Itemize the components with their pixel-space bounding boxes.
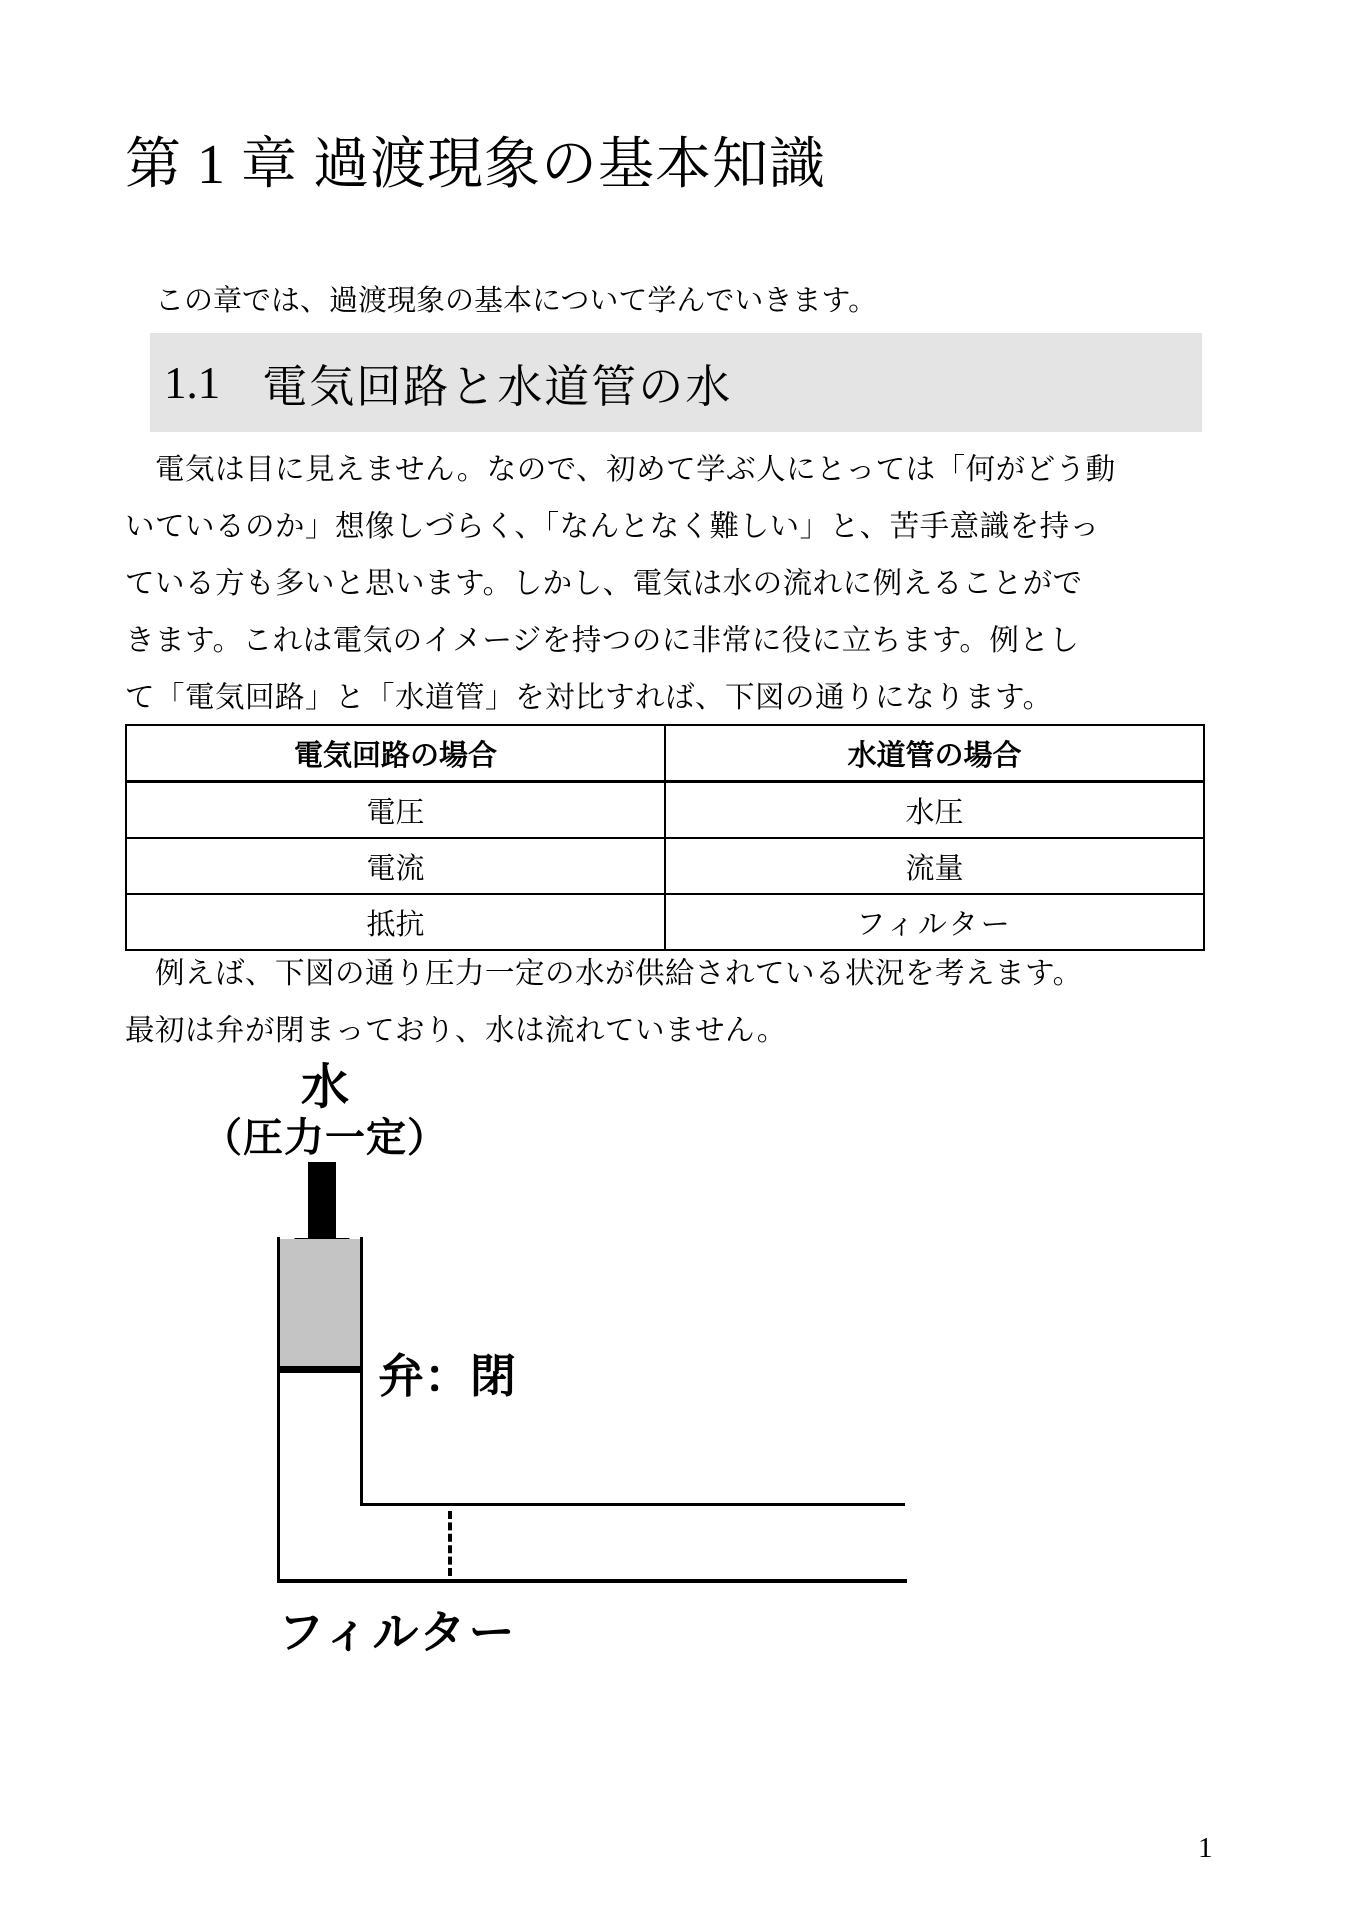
horizontal-pipe-bottom-line [277, 1579, 907, 1583]
paragraph-line: 例えば、下図の通り圧力一定の水が供給されている状況を考えます。 [155, 958, 1083, 990]
table-row [126, 894, 1204, 950]
body-paragraph-2 [125, 946, 1207, 1060]
pipe-water-fill [280, 1239, 360, 1369]
section-title: 電気回路と水道管の水 [262, 362, 733, 412]
paragraph-line: 最初は弁が閉まっており、水は流れていません。 [125, 1015, 787, 1047]
section-number: 1.1 [164, 357, 221, 408]
table-cell: フィルター [665, 894, 1204, 950]
page-number: 1 [1198, 1832, 1213, 1864]
section-heading [150, 333, 1202, 432]
paragraph-line: ている方も多いと思います。しかし、電気は水の流れに例えることがで [125, 568, 1083, 600]
table-cell: 電圧 [126, 782, 665, 839]
table-row [126, 838, 1204, 894]
paragraph-line: て「電気回路」と「水道管」を対比すれば、下図の通りになります。 [125, 682, 1053, 714]
table-row [126, 782, 1204, 839]
body-paragraph-1 [125, 442, 1207, 727]
table-cell: 抵抗 [126, 894, 665, 950]
table-header-electric: 電気回路の場合 [126, 725, 665, 782]
valve-closed-bar [277, 1366, 363, 1373]
diagram-valve-label: 弁：閉 [378, 1350, 516, 1402]
diagram-water-label: 水 [300, 1061, 349, 1114]
paragraph-line: いているのか」想像しづらく、「なんとなく難しい」と、苦手意識を持っ [125, 511, 1100, 543]
table-cell: 水圧 [665, 782, 1204, 839]
paragraph-line: 電気は目に見えません。なので、初めて学ぶ人にとっては「何がどう動 [155, 454, 1116, 486]
diagram-filter-label: フィルター [278, 1606, 518, 1658]
table-header-row [126, 725, 1204, 782]
chapter-title: 第 1 章 過渡現象の基本知識 [125, 134, 826, 196]
diagram-pressure-label: （圧力一定） [202, 1116, 448, 1160]
chapter-lead: この章では、過渡現象の基本について学んでいきます。 [155, 285, 878, 317]
table-header-water: 水道管の場合 [665, 725, 1204, 782]
comparison-table [125, 724, 1205, 951]
paragraph-line: きます。これは電気のイメージを持つのに非常に役に立ちます。例とし [125, 625, 1080, 657]
down-arrow-shaft [308, 1162, 336, 1240]
filter-dashed-line [448, 1511, 452, 1576]
table-cell: 電流 [126, 838, 665, 894]
pipe-wall-left [277, 1237, 280, 1582]
table-cell: 流量 [665, 838, 1204, 894]
horizontal-pipe-top-line [360, 1503, 905, 1506]
